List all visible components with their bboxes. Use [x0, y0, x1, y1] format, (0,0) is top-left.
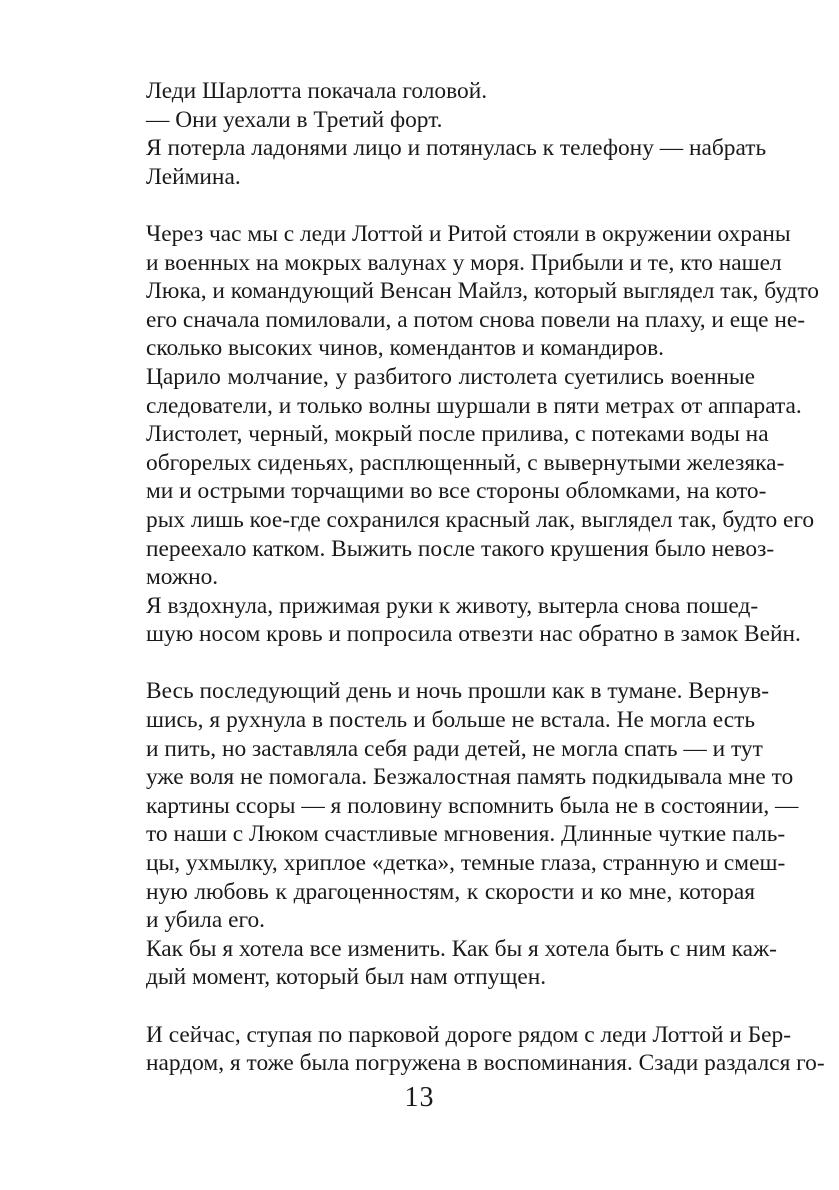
text-line: то наши с Люком счастливые мгновения. Длинные чуткие паль- [146, 821, 786, 848]
text-line: нардом, я тоже была погружена в воспоминания. Сзади раздался го- [146, 1050, 825, 1077]
paragraph [91, 220, 819, 363]
text-line: шую носом кровь и попросила отвезти нас обратно в замок Вейн. [146, 621, 801, 648]
page-number: 13 [404, 1082, 435, 1113]
text-line: Я вздохнула, прижимая руки к животу, вытерла снова пошед- [146, 592, 759, 619]
text-line: его сначала помиловали, а потом снова повели на плаху, и еще не- [146, 306, 806, 333]
text-line: переехало катком. Выжить после такого крушения было невоз- [146, 535, 775, 562]
section-break [91, 649, 755, 678]
text-line: И сейчас, ступая по парковой дороге рядом с леди Лоттой и Бер- [146, 1021, 792, 1048]
text-line: рых лишь кое-где сохранился красный лак, выглядел так, будто его [146, 506, 815, 533]
text-line: ми и острыми торчащими во все стороны обломками, на кото- [146, 478, 767, 505]
text-line: Леди Шарлотта покачала головой. [146, 78, 488, 104]
text-line: картины ссоры — я половину вспомнить была не в состоянии, — [146, 792, 799, 819]
text-line: шись, я рухнула в постель и больше не встала. Не могла есть [146, 707, 755, 734]
text-line: уже воля не помогала. Безжалостная память подкидывала мне то [146, 764, 794, 791]
section-break [91, 992, 755, 1021]
text-line: дый момент, который был нам отпущен. [146, 964, 547, 991]
text-line: Царило молчание, у разбитого листолета суетились военные [146, 363, 755, 390]
text-line: сколько высоких чинов, комендантов и командиров. [146, 335, 664, 362]
paragraph [91, 677, 799, 934]
paragraph [91, 1021, 825, 1078]
paragraph [91, 106, 755, 135]
text-line: ную любовь к драгоценностям, к скорости и ко мне, которая [146, 878, 755, 905]
text-line: можно. [146, 564, 219, 591]
section-break [91, 191, 755, 220]
text-line: — Они уехали в Третий форт. [146, 106, 443, 133]
text-line: и военных на мокрых валунах у моря. Прибыли и те, кто нашел [146, 249, 782, 276]
paragraph [91, 134, 767, 191]
text-line: Как бы я хотела все изменить. Как бы я хотела быть с ним каж- [146, 935, 777, 962]
paragraph [91, 77, 755, 106]
text-line: Леймина. [146, 163, 241, 190]
text-line: цы, ухмылку, хриплое «детка», темные глаза, странную и смеш- [146, 850, 786, 877]
paragraph [91, 592, 801, 649]
text-line: Листолет, черный, мокрый после прилива, с потеками воды на [146, 421, 769, 448]
text-line: следователи, и только волны шуршали в пяти метрах от аппарата. [146, 392, 802, 419]
text-line: Люка, и командующий Венсан Майлз, который выглядел так, будто [146, 278, 819, 305]
text-line: Через час мы с леди Лоттой и Ритой стояли в окружении охраны [146, 220, 791, 247]
paragraph [91, 363, 802, 420]
paragraph [91, 935, 777, 992]
page-body [91, 77, 825, 1078]
paragraph [91, 420, 815, 592]
text-line: обгорелых сиденьях, расплющенный, с вывернутыми железяка- [146, 449, 785, 476]
text-line: Весь последующий день и ночь прошли как в тумане. Вернув- [146, 678, 770, 705]
text-line: Я потерла ладонями лицо и потянулась к телефону — набрать [146, 135, 767, 162]
text-line: и пить, но заставляла себя ради детей, не могла спать — и тут [146, 735, 763, 762]
text-line: и убила его. [146, 907, 266, 934]
